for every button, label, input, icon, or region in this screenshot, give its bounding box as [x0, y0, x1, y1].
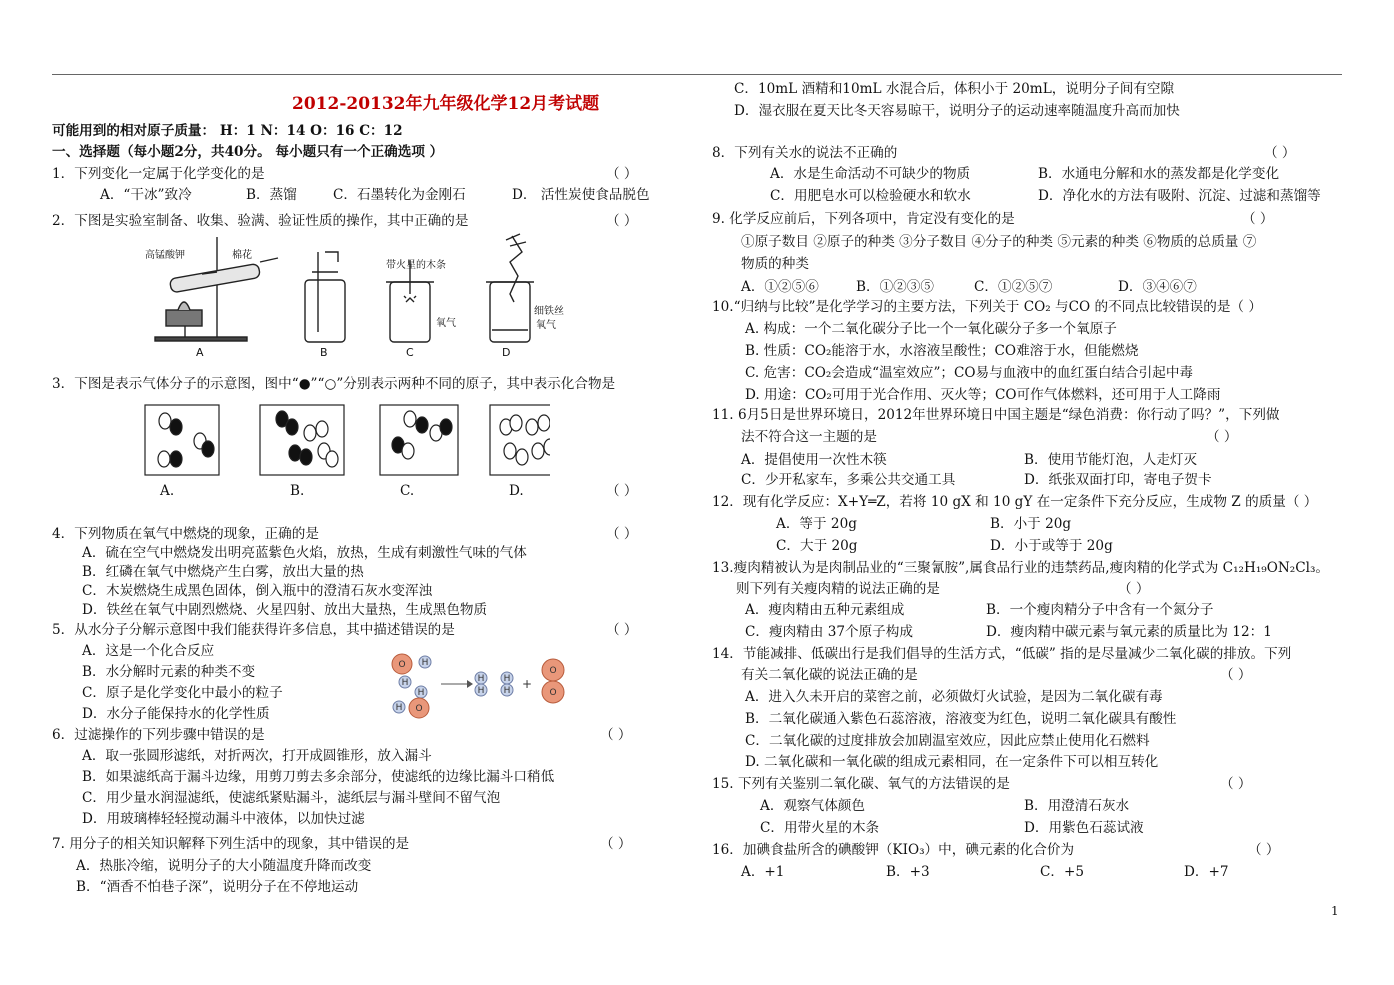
- q14-answer-paren: （ ）: [1220, 667, 1252, 683]
- svg-text:H: H: [417, 688, 425, 698]
- q12-option-d: D．小于或等于 20g: [990, 538, 1113, 554]
- q3-molecule-figure: [140, 403, 550, 477]
- q11-stem-line-2: 法不符合这一主题的是: [741, 429, 877, 445]
- q13-option-c: C．瘦肉精由 37个原子构成: [745, 624, 913, 640]
- label-c: C: [406, 346, 414, 359]
- q5-option-c: C．原子是化学变化中最小的粒子: [82, 685, 283, 701]
- q5-answer-paren: （ ）: [606, 622, 638, 638]
- q13-option-a: A．瘦肉精由五种元素组成: [745, 602, 905, 618]
- q14-option-d: D. 二氧化碳和一氧化碳的组成元素相同，在一定条件下可以相互转化: [745, 754, 1159, 770]
- q11-option-a: A．提倡使用一次性木筷: [741, 452, 887, 468]
- atomic-mass-line: 可能用到的相对原子质量： H：1 N：14 O：16 C：12: [52, 123, 403, 139]
- q14-option-c: C．二氧化碳的过度排放会加剧温室效应，因此应禁止使用化石燃料: [745, 733, 1150, 749]
- q15-option-c: C．用带火星的木条: [760, 820, 880, 836]
- q4-stem: 4．下列物质在氧气中燃烧的现象，正确的是: [52, 526, 319, 542]
- q11-option-b: B．使用节能灯泡，人走灯灭: [1024, 452, 1198, 468]
- q5-option-a: A．这是一个化合反应: [82, 643, 215, 659]
- q13-answer-paren: （ ）: [1118, 581, 1150, 597]
- label-kmno4: 高锰酸钾: [145, 250, 185, 261]
- q2-apparatus-figure: [140, 232, 580, 360]
- box-a: [145, 405, 219, 475]
- q7-option-c: C．10mL 酒精和10mL 水混合后，体积小于 20mL，说明分子间有空隙: [734, 81, 1175, 97]
- q10-option-a: A. 构成：一个二氧化碳分子比一个一氧化碳分子多一个氧原子: [745, 321, 1117, 337]
- q3-option-b: B.: [290, 483, 305, 499]
- q16-stem: 16．加碘食盐所含的碘酸钾（KIO₃）中，碘元素的化合价为: [712, 842, 1075, 858]
- gas-jar-b: [305, 280, 345, 342]
- q6-stem: 6．过滤操作的下列步骤中错误的是: [52, 727, 265, 743]
- svg-text:+: +: [521, 677, 533, 691]
- q10-option-d: D. 用途：CO₂可用于光合作用、灭火等；CO可作气体燃料，还可用于人工降雨: [745, 387, 1221, 403]
- q7-answer-paren: （ ）: [600, 836, 632, 852]
- q1-answer-paren: （ ）: [606, 166, 638, 182]
- delivery-tube: [260, 258, 278, 262]
- q11-option-d: D．纸张双面打印，寄电子贺卡: [1024, 472, 1212, 488]
- q14-option-a: A．进入久未开启的菜窖之前，必须做灯火试验，是因为二氧化碳有毒: [745, 689, 1163, 705]
- q12-option-b: B．小于 20g: [990, 516, 1072, 532]
- q11-stem: 11. 6月5日是世界环境日，2012年世界环境日中国主题是“绿色消费：你行动了吗？”，下列做: [712, 407, 1280, 423]
- q15-option-a: A．观察气体颜色: [760, 798, 865, 814]
- q16-option-b: B．+3: [886, 864, 930, 880]
- q9-option-c: C．①②⑤⑦: [974, 279, 1053, 295]
- q9-items-line: ①原子数目 ②原子的种类 ③分子数目 ④分子的种类 ⑤元素的种类 ⑥物质的总质量 ⑦: [741, 234, 1257, 250]
- q16-answer-paren: （ ）: [1248, 842, 1280, 858]
- q15-stem: 15. 下列有关鉴别二氧化碳、氧气的方法错误的是: [712, 776, 1010, 792]
- q11-answer-paren: （ ）: [1206, 429, 1238, 445]
- q4-option-b: B．红磷在氧气中燃烧产生白雾，放出大量的热: [82, 564, 364, 580]
- q4-option-a: A．硫在空气中燃烧发出明亮蓝紫色火焰，放热，生成有刺激性气味的气体: [82, 545, 527, 561]
- burner-flame: [166, 310, 202, 326]
- header-rule: [52, 74, 1342, 75]
- q16-option-d: D．+7: [1184, 864, 1229, 880]
- q6-option-b: B．如果滤纸高于漏斗边缘，用剪刀剪去多余部分，使滤纸的边缘比漏斗口稍低: [82, 769, 555, 785]
- page-title: 2012-20132年九年级化学12月考试题: [292, 94, 600, 114]
- stand-base: [155, 337, 247, 341]
- q3-option-c: C.: [400, 483, 415, 499]
- label-splint: 带火星的木条: [386, 260, 446, 271]
- q10-option-b: B. 性质：CO₂能溶于水，水溶液呈酸性；CO难溶于水，但能燃烧: [745, 343, 1139, 359]
- q7-option-d: D．湿衣服在夏天比冬天容易晾干，说明分子的运动速率随温度升高而加快: [734, 103, 1180, 119]
- q6-option-d: D．用玻璃棒轻轻搅动漏斗中液体，以加快过滤: [82, 811, 365, 827]
- q4-answer-paren: （ ）: [606, 526, 638, 542]
- q5-stem: 5．从水分子分解示意图中我们能获得许多信息，其中描述错误的是: [52, 622, 455, 638]
- svg-text:H: H: [421, 658, 429, 668]
- q5-option-d: D．水分子能保持水的化学性质: [82, 706, 270, 722]
- box-c: [380, 405, 458, 475]
- q14-stem-line-2: 有关二氧化碳的说法正确的是: [741, 667, 918, 683]
- q3-answer-paren: （ ）: [606, 483, 638, 499]
- svg-text:H: H: [503, 674, 511, 684]
- q9-option-a: A．①②⑤⑥: [741, 279, 819, 295]
- q8-option-d: D．净化水的方法有吸附、沉淀、过滤和蒸馏等: [1038, 188, 1321, 204]
- svg-text:O: O: [549, 688, 557, 698]
- q15-option-b: B．用澄清石灰水: [1024, 798, 1130, 814]
- label-iron-wire: 细铁丝: [534, 306, 564, 317]
- label-oxygen-d: 氧气: [536, 320, 556, 331]
- q8-option-c: C．用肥皂水可以检验硬水和软水: [770, 188, 971, 204]
- q16-option-a: A．+1: [741, 864, 785, 880]
- q6-option-a: A．取一张圆形滤纸，对折两次，打开成圆锥形，放入漏斗: [82, 748, 432, 764]
- q8-answer-paren: （ ）: [1264, 145, 1296, 161]
- q10-stem: 10.“归纳与比较”是化学学习的主要方法，下列关于 CO₂ 与CO 的不同点比较错误的是（ ）: [712, 299, 1262, 315]
- q11-option-c: C．少开私家车，多乘公共交通工具: [741, 472, 956, 488]
- q2-stem: 2．下图是实验室制备、收集、验满、验证性质的操作，其中正确的是: [52, 213, 469, 229]
- q9-items-line-2: 物质的种类: [741, 256, 809, 272]
- q4-option-c: C．木炭燃烧生成黑色固体，倒入瓶中的澄清石灰水变浑浊: [82, 583, 433, 599]
- q7-stem: 7. 用分子的相关知识解释下列生活中的现象，其中错误的是: [52, 836, 410, 852]
- q8-stem: 8．下列有关水的说法不正确的: [712, 145, 898, 161]
- svg-text:H: H: [477, 686, 485, 696]
- q12-stem: 12．现有化学反应：X+Y═Z，若将 10 gX 和 10 gY 在一定条件下充分反应，生成物 Z 的质量（ ）: [712, 494, 1318, 510]
- q16-option-c: C．+5: [1040, 864, 1085, 880]
- gas-jar-d: [490, 282, 530, 342]
- q1-option-b: B．蒸馏: [246, 187, 297, 203]
- q9-option-b: B．①②③⑤: [856, 279, 934, 295]
- label-oxygen-c: 氧气: [436, 318, 456, 329]
- q14-option-b: B．二氧化碳通入紫色石蕊溶液，溶液变为红色，说明二氧化碳具有酸性: [745, 711, 1177, 727]
- q8-option-a: A．水是生命活动不可缺少的物质: [770, 166, 971, 182]
- svg-text:H: H: [477, 674, 485, 684]
- q13-option-b: B．一个瘦肉精分子中含有一个氮分子: [986, 602, 1214, 618]
- q4-option-d: D．铁丝在氧气中剧烈燃烧、火星四射、放出大量热，生成黑色物质: [82, 602, 488, 618]
- svg-text:H: H: [401, 678, 409, 688]
- q8-option-b: B．水通电分解和水的蒸发都是化学变化: [1038, 166, 1280, 182]
- page-number: 1: [1331, 904, 1339, 918]
- q9-stem: 9. 化学反应前后，下列各项中，肯定没有变化的是: [712, 211, 1015, 227]
- q12-option-c: C．大于 20g: [776, 538, 858, 554]
- q6-answer-paren: （ ）: [600, 727, 632, 743]
- q13-stem: 13.瘦肉精被认为是肉制品业的“三聚氰胺”,属食品行业的违禁药品,瘦肉精的化学式为 C₁₂H₁₉ON₂Cl₃。: [712, 560, 1329, 576]
- svg-text:H: H: [503, 686, 511, 696]
- q10-option-c: C. 危害：CO₂会造成“温室效应”；CO易与血液中的血红蛋白结合引起中毒: [745, 365, 1194, 381]
- q1-stem: 1．下列变化一定属于化学变化的是: [52, 166, 265, 182]
- label-cotton: 棉花: [232, 250, 252, 261]
- q3-option-d: D.: [509, 483, 524, 499]
- svg-text:O: O: [549, 666, 557, 676]
- q14-stem: 14．节能减排、低碳出行是我们倡导的生活方式，“低碳” 指的是尽量减少二氧化碳的排放。下列: [712, 646, 1292, 662]
- svg-text:O: O: [415, 704, 423, 714]
- q1-option-c: C．石墨转化为金刚石: [333, 187, 466, 203]
- q3-stem: 3．下图是表示气体分子的示意图，图中“●”“○”分别表示两种不同的原子，其中表示化合物是: [52, 376, 616, 392]
- q13-stem-line-2: 则下列有关瘦肉精的说法正确的是: [736, 581, 940, 597]
- q2-answer-paren: （ ）: [606, 213, 638, 229]
- section-heading: 一、选择题（每小题2分，共40分。 每小题只有一个正确选项 ）: [52, 144, 444, 160]
- q7-option-a: A．热胀冷缩，说明分子的大小随温度升降而改变: [76, 858, 372, 874]
- svg-text:H: H: [395, 703, 403, 713]
- q5-water-decomposition-figure: [385, 652, 585, 722]
- label-b: B: [320, 346, 328, 359]
- q9-answer-paren: （ ）: [1242, 211, 1274, 227]
- q3-option-a: A.: [160, 483, 175, 499]
- q9-option-d: D．③④⑥⑦: [1118, 279, 1197, 295]
- q7-option-b: B．“酒香不怕巷子深”，说明分子在不停地运动: [76, 879, 359, 895]
- q15-answer-paren: （ ）: [1220, 776, 1252, 792]
- q12-option-a: A．等于 20g: [776, 516, 857, 532]
- q15-option-d: D．用紫色石蕊试液: [1024, 820, 1144, 836]
- label-d: D: [502, 346, 511, 359]
- label-a: A: [196, 346, 204, 359]
- svg-text:O: O: [398, 660, 406, 670]
- test-tube: [169, 263, 260, 292]
- q1-option-d: D． 活性炭使食品脱色: [512, 187, 650, 203]
- q6-option-c: C．用少量水润湿滤纸，使滤纸紧贴漏斗，滤纸层与漏斗壁间不留气泡: [82, 790, 501, 806]
- q13-option-d: D．瘦肉精中碳元素与氧元素的质量比为 12：1: [986, 624, 1272, 640]
- q5-option-b: B．水分解时元素的种类不变: [82, 664, 256, 680]
- q1-option-a: A．“干冰”致冷: [100, 187, 192, 203]
